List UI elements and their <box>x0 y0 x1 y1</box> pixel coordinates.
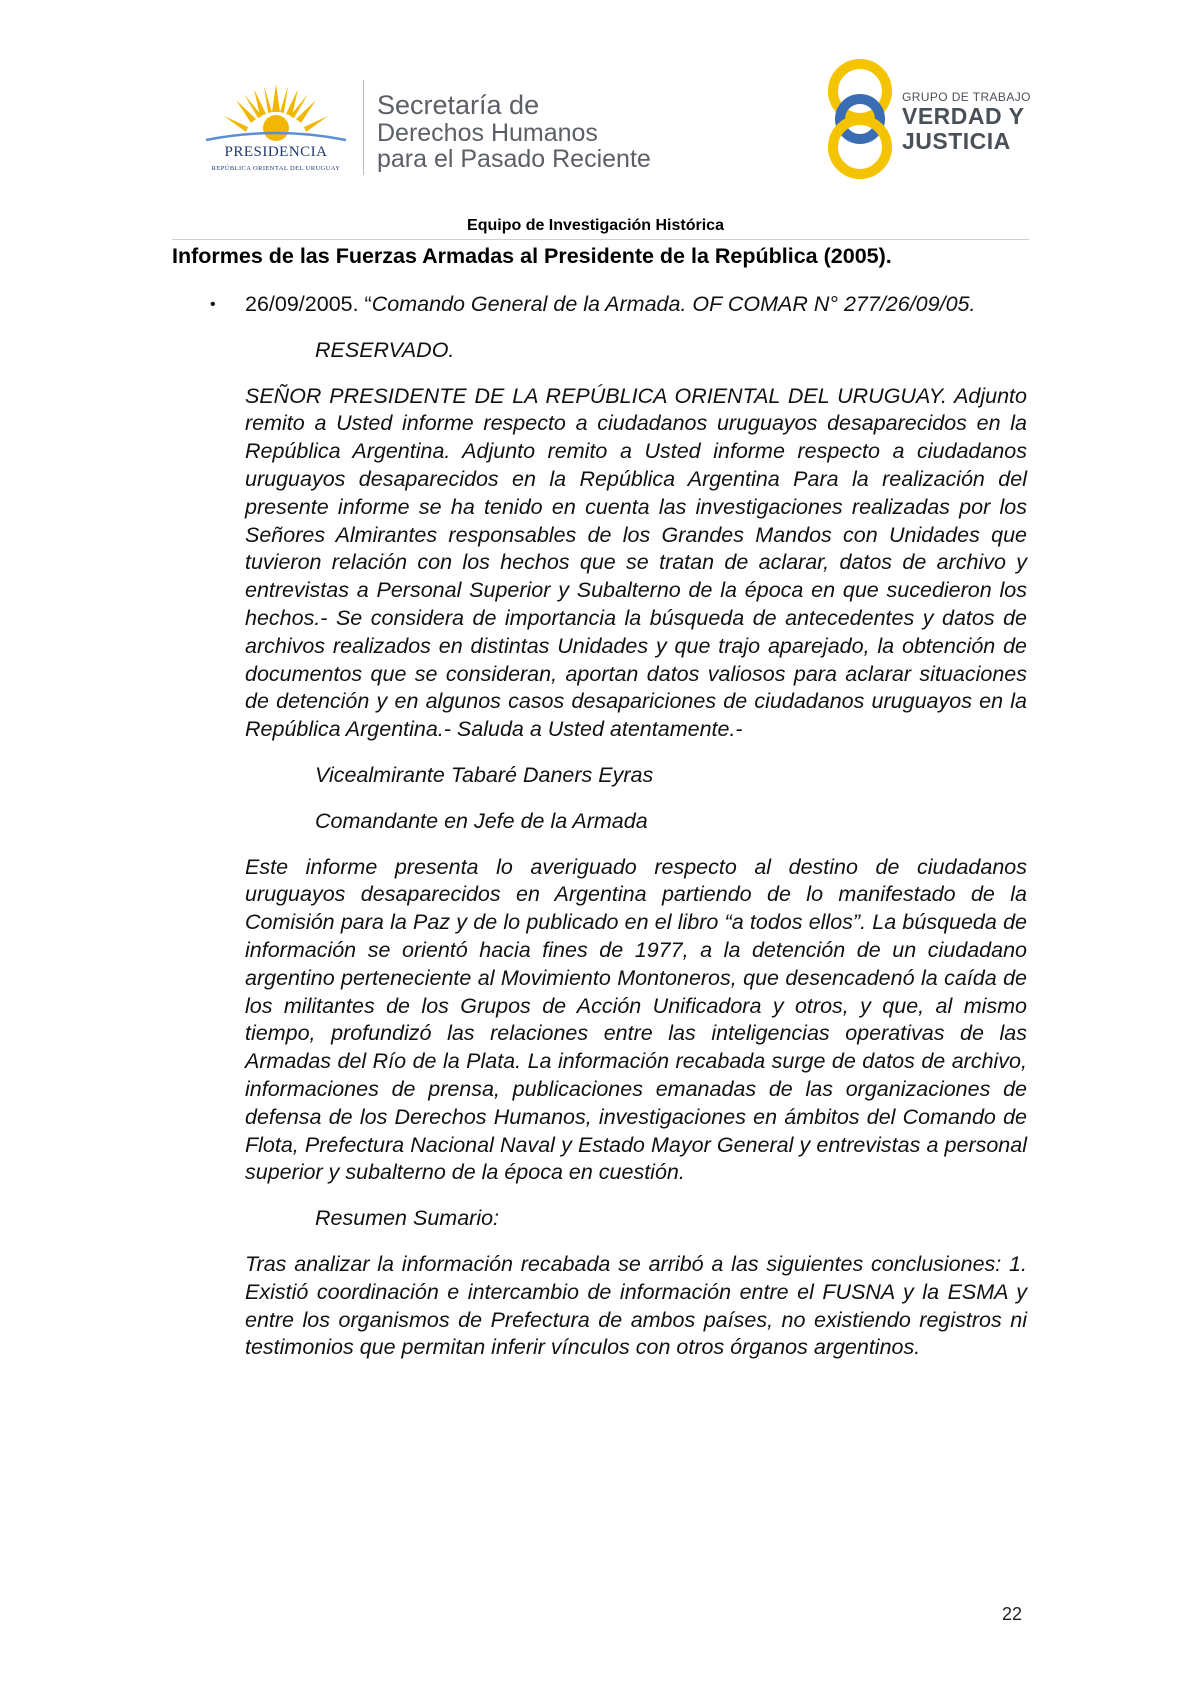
entry-date: 26/09/2005. “ <box>245 292 372 316</box>
secretaria-line-1: Secretaría de <box>377 90 540 120</box>
letter-paragraph: SEÑOR PRESIDENTE DE LA REPÚBLICA ORIENTAL DEL URUGUAY. Adjunto remito a Usted informe respecto a ciudadanos uruguayos desaparecidos en la República Argentina. Adjunto remito a Usted informe respecto a ciudadanos uruguayos desaparecidos en la República Argentina Para la realización del presente informe se ha tenido en cuenta las investigaciones realizadas por los Señores Almirantes responsables de los Grandes Mandos con Unidades que tuvieron relación con los hechos que se tratan de aclarar, datos de archivo y entrevistas a Personal Superior y Subalterno de la época en que sucedieron los hechos.- Se considera de importancia la búsqueda de antecedentes y datos de archivos realizados en distintas Unidades y que trajo aparejado, la obtención de documentos que se consideran, aportan datos valiosos para aclarar situaciones de detención y en algunos casos desapariciones de ciudadanos uruguayos en la República Argentina.- Saluda a Usted atentamente.- <box>245 383 1027 742</box>
verdad-justicia-rings-icon <box>822 58 898 180</box>
sun-emblem-icon <box>196 82 356 144</box>
team-heading: Equipo de Investigación Histórica <box>467 217 724 234</box>
verdad-justicia-text <box>902 90 1031 154</box>
secretaria-logo-text <box>377 90 651 172</box>
signatory-name: Vicealmirante Tabaré Daners Eyras <box>315 762 654 787</box>
page-number: 22 <box>1002 1604 1023 1624</box>
group-name-line-1: VERDAD Y <box>902 103 1025 129</box>
entry-reference: Comando General de la Armada. OF COMAR N° 277/26/09/05. <box>371 292 976 316</box>
secretaria-line-2: Derechos Humanos <box>377 119 598 147</box>
document-body <box>210 291 1027 1362</box>
presidencia-logo <box>196 82 356 180</box>
header-divider <box>172 239 1029 240</box>
signatory-title: Comandante en Jefe de la Armada <box>315 808 648 833</box>
report-intro-paragraph: Este informe presenta lo averiguado respecto al destino de ciudadanos uruguayos desaparecidos en Argentina partiendo de lo manifestado de la Comisión para la Paz y de lo publicado en el libro “a todos ellos”. La búsqueda de información se orientó hacia fines de 1977, a la detención de un ciudadano argentino perteneciente al Movimiento Montoneros, que desencadenó la caída de los militantes de los Grupos de Acción Unificadora y otros, y que, al mismo tiempo, profundizó las relaciones entre las inteligencias operativas de las Armadas del Río de la Plata. La información recabada surge de datos de archivo, informaciones de prensa, publicaciones emanadas de las organizaciones de defensa de los Derechos Humanos, investigaciones en ámbitos del Comando de Flota, Prefectura Nacional Naval y Estado Mayor General y entrevistas a personal superior y subalterno de la época en cuestión. <box>245 854 1027 1185</box>
reservado-label: RESERVADO. <box>315 337 455 362</box>
presidencia-name: PRESIDENCIA <box>224 144 328 160</box>
group-label: GRUPO DE TRABAJO <box>902 90 1031 104</box>
group-name-line-2: JUSTICIA <box>902 128 1011 154</box>
entry-heading <box>210 291 1027 319</box>
summary-heading: Resumen Sumario: <box>315 1206 500 1231</box>
logo-divider <box>363 80 364 175</box>
presidencia-subtitle: REPÚBLICA ORIENTAL DEL URUGUAY <box>211 165 341 172</box>
document-title: Informes de las Fuerzas Armadas al Presidente de la República (2005). <box>172 244 892 268</box>
secretaria-line-3: para el Pasado Reciente <box>377 145 651 173</box>
conclusions-paragraph: Tras analizar la información recabada se arribó a las siguientes conclusiones: 1. Existió coordinación e intercambio de información entre el FUSNA y la ESMA y entre los organismos de Prefectura de ambos países, no existiendo registros ni testimonios que permitan inferir vínculos con otros órganos argentinos. <box>245 1251 1027 1360</box>
bullet-icon: • <box>210 296 216 313</box>
